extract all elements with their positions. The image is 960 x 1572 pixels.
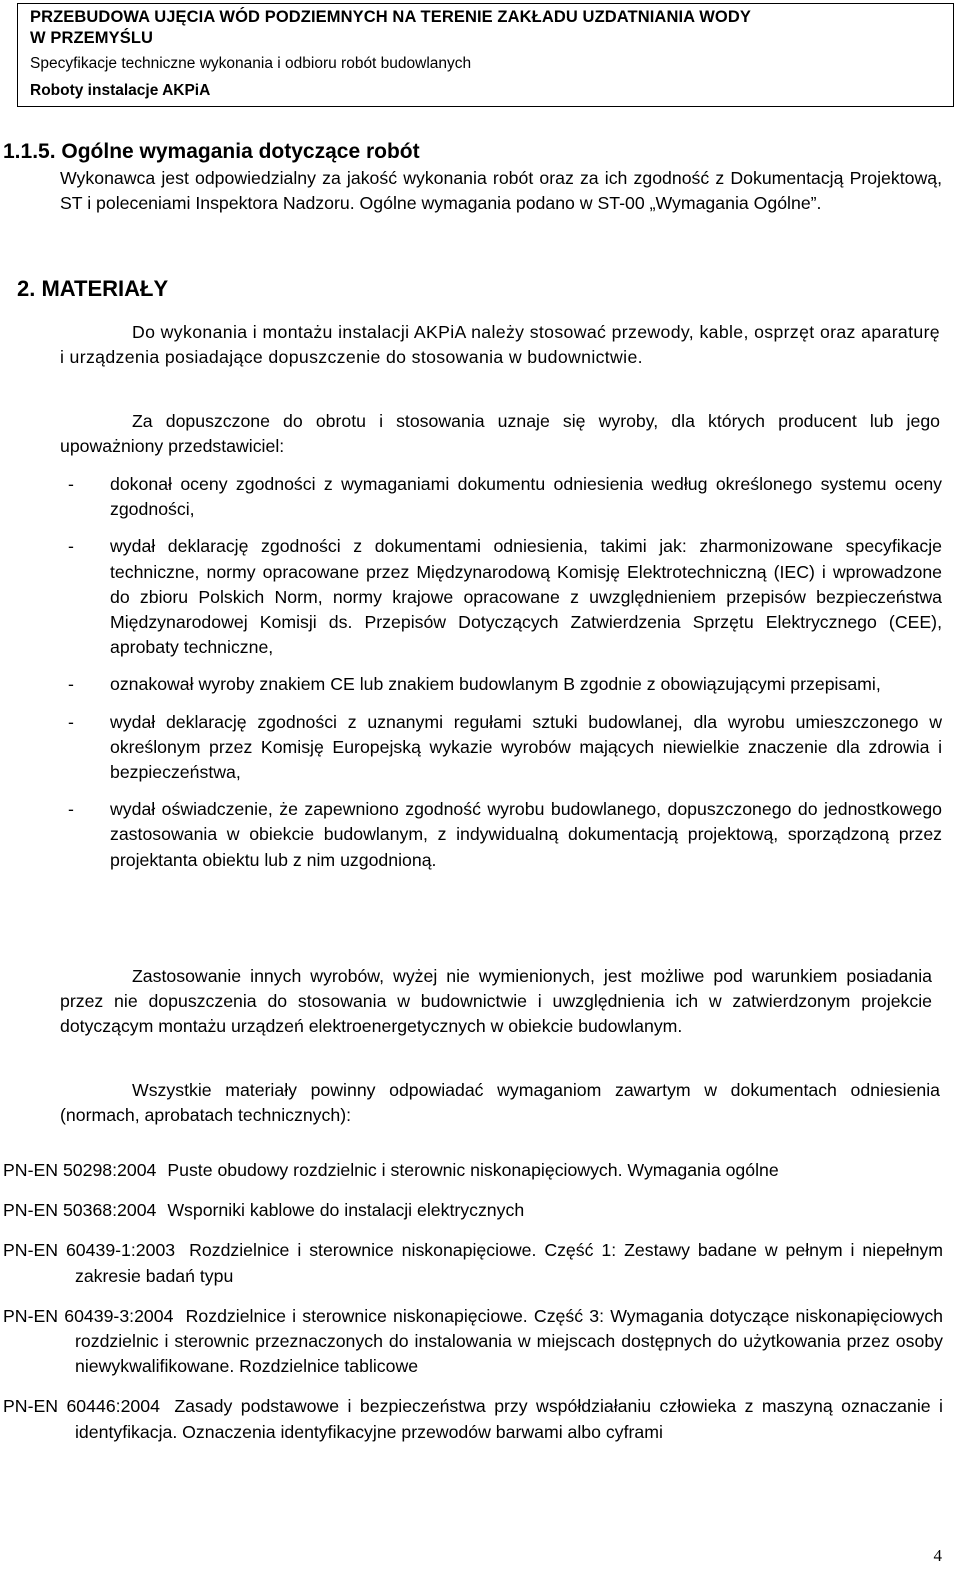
- section-1-1-5-text: Wykonawca jest odpowiedzialny za jakość wykonania robót oraz za ich zgodność z Dokumentacją Projektową, ST i poleceniami Inspektora Nadzoru. Ogólne wymagania podano w ST-00 „Wymagania Ogólne”.: [60, 168, 942, 214]
- list-item-text: wydał deklarację zgodności z dokumentami odniesienia, takimi jak: zharmonizowane specyfikacje techniczne, normy opracowane przez Międzynarodową Komisję Elektrotechniczną (IEC) i wprowadzone do zbioru Polskich Norm, normy krajowe opracowane z uwzględnieniem przepisów bezpieczeństwa Międzynarodowej Komisji ds. Przepisów Dotyczących Zatwierdzenia Sprzętu Elektrycznego (CEE), aprobaty techniczne,: [110, 536, 942, 658]
- standard-description: Zasady podstawowe i bezpieczeństwa przy współdziałaniu człowieka z maszyną oznaczanie i identyfikacja. Oznaczenia identyfikacyjne przewodów barwami albo cyframi: [75, 1396, 943, 1442]
- document-header: [17, 3, 954, 107]
- standard-description: Rozdzielnice i sterownice niskonapięciowe. Część 1: Zestawy badane w pełnym i niepełnym zakresie badań typu: [75, 1240, 944, 1286]
- list-item-text: wydał oświadczenie, że zapewniono zgodność wyrobu budowlanego, dopuszczonego do jednostkowego zastosowania w obiekcie budowlanym, z indywidualną dokumentacją projektową, sporządzoną przez projektanta obiektu lub z nim uzgodnioną.: [110, 799, 942, 870]
- list-item-text: oznakował wyroby znakiem CE lub znakiem budowlanym B zgodnie z obowiązującymi przepisami,: [110, 674, 881, 695]
- section-2-heading: 2. MATERIAŁY: [17, 276, 169, 301]
- standard-description: Wsporniki kablowe do instalacji elektrycznych: [167, 1200, 525, 1221]
- standard-entry: [3, 1198, 943, 1223]
- list-item: [60, 472, 942, 522]
- bullet-dash: -: [68, 474, 74, 494]
- standard-entry: [3, 1304, 943, 1380]
- list-item: [60, 534, 942, 660]
- materials-para-3: Zastosowanie innych wyrobów, wyżej nie wymienionych, jest możliwe pod warunkiem posiadania przez nie dopuszczenia do stosowania w budownictwie i uwzględnienia ich w zatwierdzonym projekcie dotyczącym montażu urządzeń elektroenergetycznych w obiekcie budowlanym.: [60, 966, 932, 1037]
- materials-para-4: Wszystkie materiały powinny odpowiadać wymaganiom zawartym w dokumentach odniesienia (normach, aprobatach technicznych):: [60, 1080, 940, 1126]
- list-item: [60, 672, 942, 697]
- section-1-1-5-heading: 1.1.5. Ogólne wymagania dotyczące robót: [3, 140, 420, 163]
- standard-code: PN-EN 50298:2004: [3, 1160, 157, 1180]
- header-subtitle: Specyfikacje techniczne wykonania i odbioru robót budowlanych: [30, 55, 472, 72]
- header-title-line1: PRZEBUDOWA UJĘCIA WÓD PODZIEMNYCH NA TERENIE ZAKŁADU UZDATNIANIA WODY: [30, 8, 751, 26]
- bullet-dash: -: [68, 799, 74, 820]
- requirements-list: [60, 472, 942, 873]
- standard-code: PN-EN 60439-3:2004: [3, 1305, 174, 1326]
- page-number: 4: [933, 1546, 942, 1565]
- bullet-dash: -: [68, 674, 74, 695]
- bullet-dash: -: [68, 711, 74, 732]
- materials-para-2: Za dopuszczone do obrotu i stosowania uznaje się wyroby, dla których producent lub jego upoważniony przedstawiciel:: [60, 411, 940, 457]
- standard-code: PN-EN 60446:2004: [3, 1396, 160, 1417]
- header-title-line2: W PRZEMYŚLU: [30, 29, 154, 47]
- standard-entry: [3, 1394, 943, 1444]
- standard-description: Puste obudowy rozdzielnic i sterownic niskonapięciowych. Wymagania ogólne: [167, 1160, 779, 1180]
- list-item-text: dokonał oceny zgodności z wymaganiami dokumentu odniesienia według określonego systemu oceny zgodności,: [110, 474, 942, 520]
- standard-description: Rozdzielnice i sterownice niskonapięciowe. Część 3: Wymagania dotyczące niskonapięciowych rozdzielnic i sterownic przeznaczonych do instalowania w miejscach dostępnych do użytkowania przez osoby niewykwalifikowane. Rozdzielnice tablicowe: [75, 1305, 943, 1377]
- standard-entry: [3, 1238, 943, 1288]
- standard-code: PN-EN 60439-1:2003: [3, 1240, 176, 1261]
- standard-entry: [3, 1158, 943, 1183]
- header-section: Roboty instalacje AKPiA: [30, 82, 211, 99]
- list-item: [60, 710, 942, 786]
- standard-code: PN-EN 50368:2004: [3, 1200, 157, 1221]
- materials-para-1: Do wykonania i montażu instalacji AKPiA należy stosować przewody, kable, osprzęt oraz aparaturę i urządzenia posiadające dopuszczenie do stosowania w budownictwie.: [60, 322, 940, 368]
- list-item-text: wydał deklarację zgodności z uznanymi regułami sztuki budowlanej, dla wyrobu umieszczonego w określonym przez Komisję Europejską wykazie wyrobów mających niewielkie znaczenie dla zdrowia i bezpieczeństwa,: [110, 711, 942, 783]
- standards-list: [3, 1158, 943, 1445]
- list-item: [60, 797, 942, 873]
- bullet-dash: -: [68, 536, 74, 557]
